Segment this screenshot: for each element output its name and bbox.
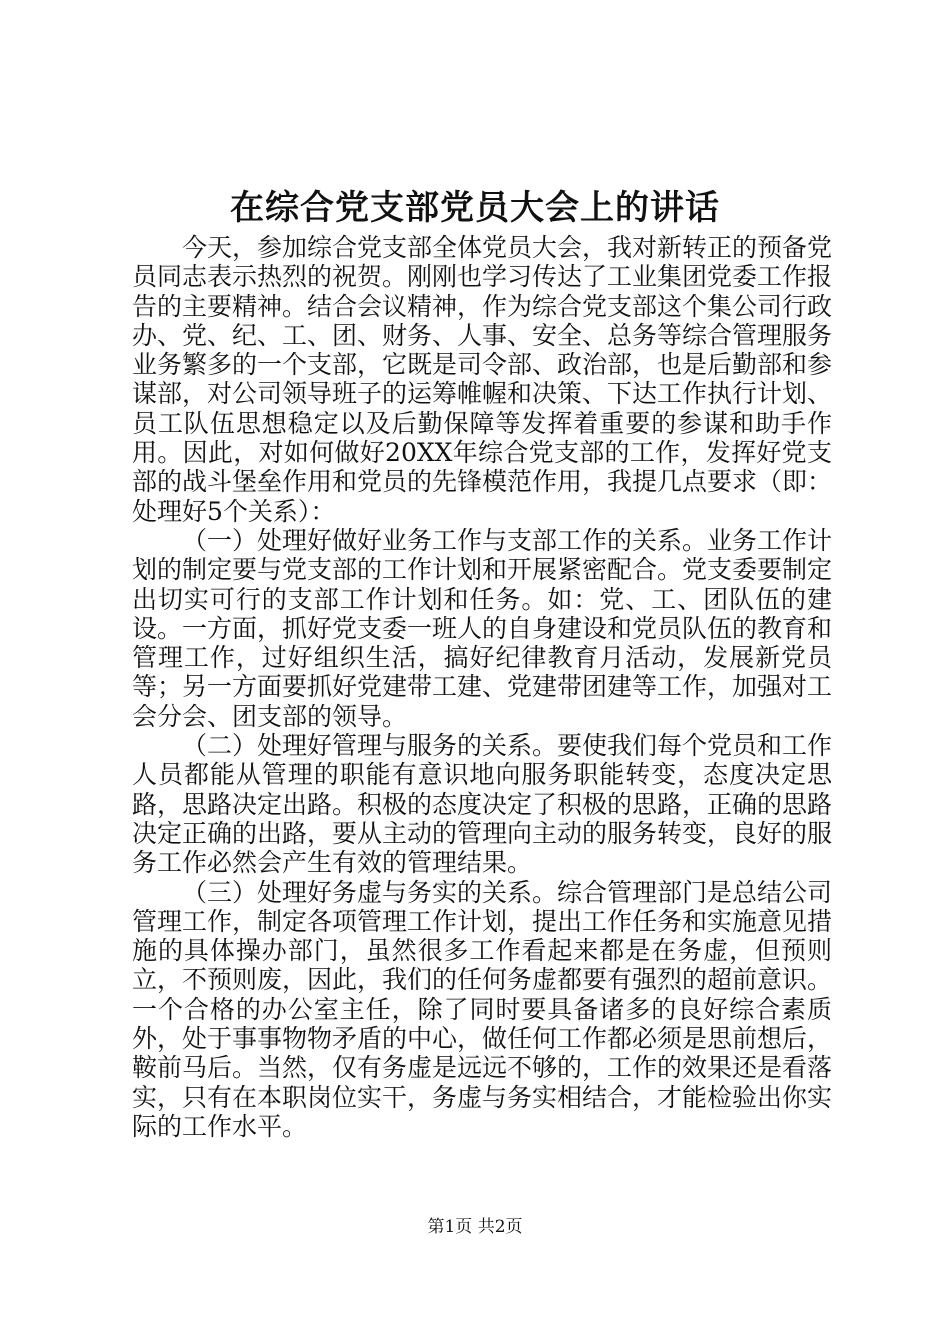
paragraph-section-2: （二）处理好管理与服务的关系。要使我们每个党员和工作人员都能从管理的职能有意识地向服务职能转变，态度决定思路，思路决定出路。积极的态度决定了积极的思路，正确的思路决定正确的出路，要从主动的管理向主动的服务转变，良好的服务工作必然会产生有效的管理结果。 — [132, 731, 833, 878]
paragraph-section-1: （一）处理好做好业务工作与支部工作的关系。业务工作计划的制定要与党支部的工作计划和开展紧密配合。党支委要制定出切实可行的支部工作计划和任务。如：党、工、团队伍的建设。一方面，抓好党支委一班人的自身建设和党员队伍的教育和管理工作，过好组织生活，搞好纪律教育月活动，发展新党员等；另一方面要抓好党建带工建、党建带团建等工作，加强对工会分会、团支部的领导。 — [132, 525, 833, 731]
page-footer: 第1页 共2页 — [427, 1217, 523, 1237]
document-title: 在综合党支部党员大会上的讲话 — [230, 188, 720, 228]
document-body — [132, 233, 832, 1141]
paragraph-section-3: （三）处理好务虚与务实的关系。综合管理部门是总结公司管理工作，制定各项管理工作计划，提出工作任务和实施意见措施的具体操办部门，虽然很多工作看起来都是在务虚，但预则立，不预则废，因此，我们的任何务虚都要有强烈的超前意识。一个合格的办公室主任，除了同时要具备诸多的良好综合素质外，处于事事物物矛盾的中心，做任何工作都必须是思前想后，鞍前马后。当然，仅有务虚是远远不够的，工作的效果还是看落实，只有在本职岗位实干，务虚与务实相结合，才能检验出你实际的工作水平。 — [132, 877, 833, 1141]
paragraph-intro: 今天，参加综合党支部全体党员大会，我对新转正的预备党员同志表示热烈的祝贺。刚刚也学习传达了工业集团党委工作报告的主要精神。结合会议精神，作为综合党支部这个集公司行政办、党、纪、工、团、财务、人事、安全、总务等综合管理服务业务繁多的一个支部，它既是司令部、政治部，也是后勤部和参谋部，对公司领导班子的运筹帷幄和决策、下达工作执行计划、员工队伍思想稳定以及后勤保障等发挥着重要的参谋和助手作用。因此，对如何做好20XX年综合党支部的工作，发挥好党支部的战斗堡垒作用和党员的先锋模范作用，我提几点要求（即：处理好5个关系）： — [132, 233, 833, 526]
